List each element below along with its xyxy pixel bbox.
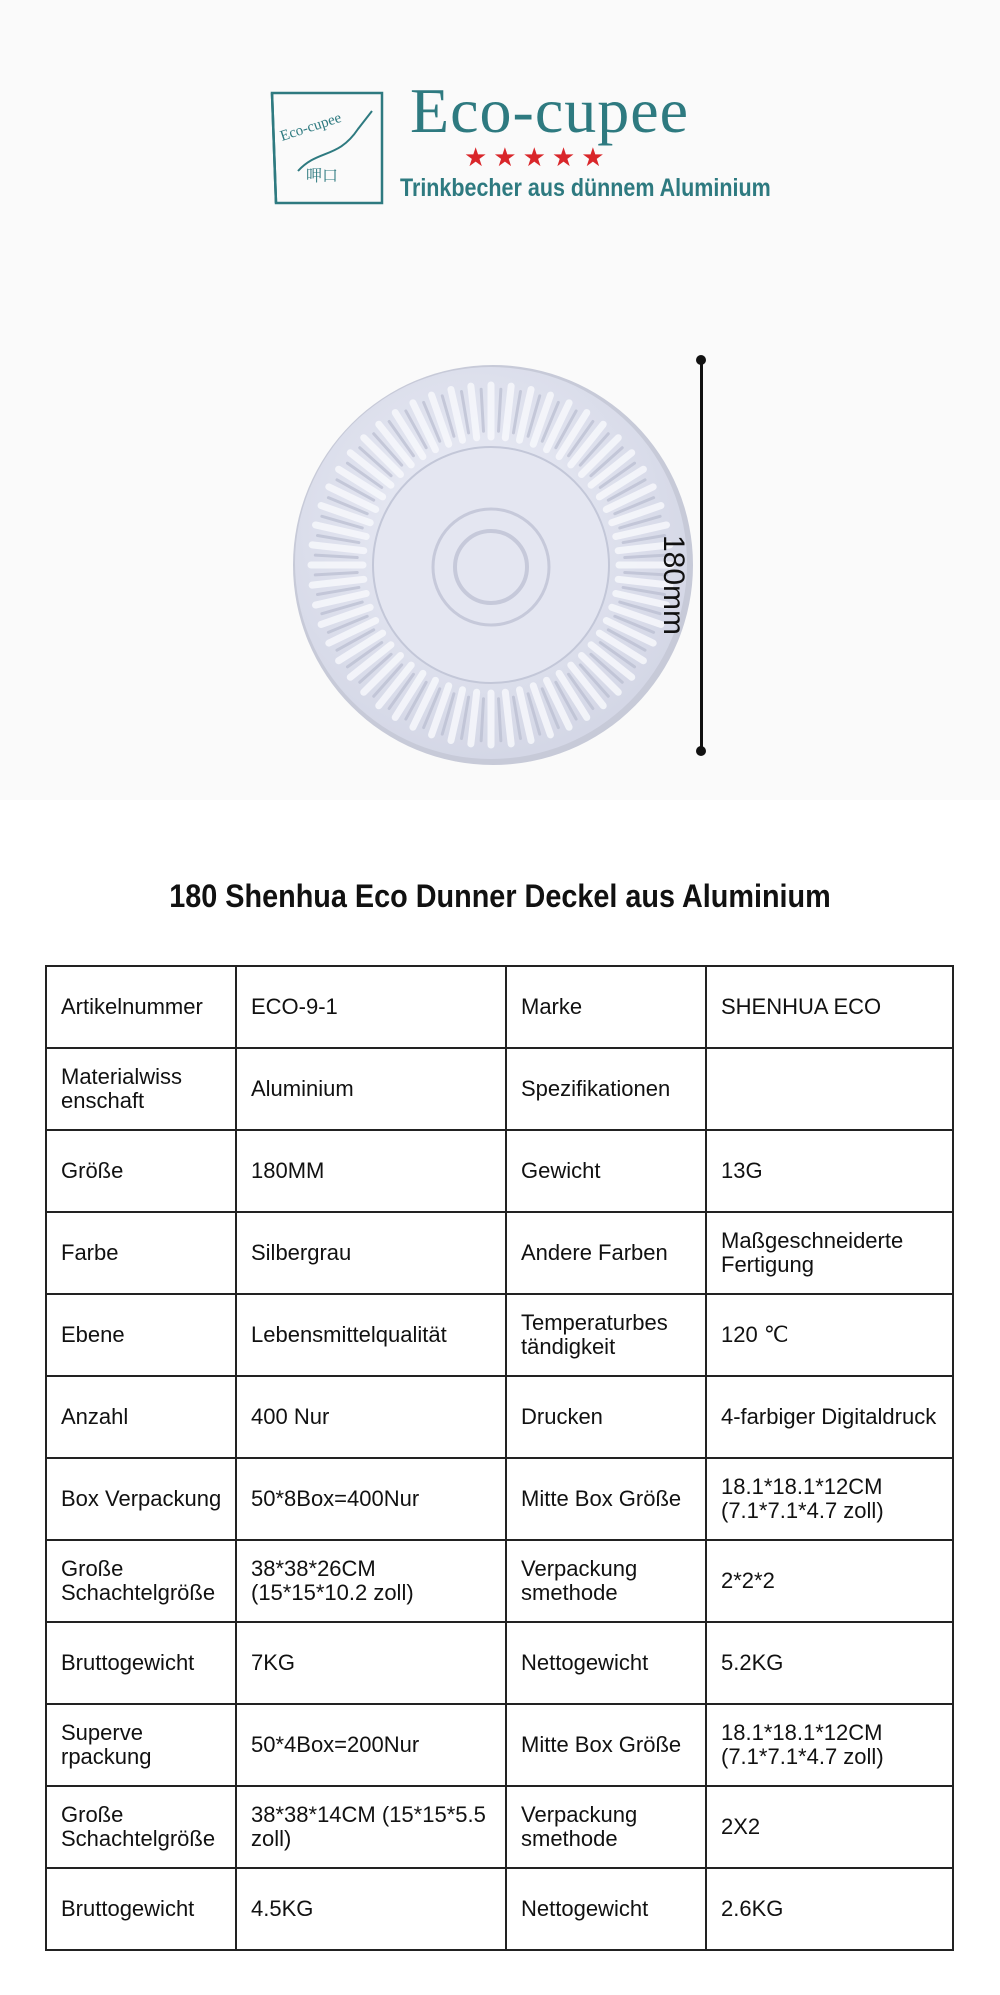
spec-value-cell: 4.5KG <box>236 1868 506 1950</box>
brand-tagline: Trinkbecher aus dünnem Aluminium <box>400 174 771 202</box>
spec-label-cell: Größe <box>46 1130 236 1212</box>
aluminium-lid-image <box>283 355 703 775</box>
spec-value-cell: 2.6KG <box>706 1868 953 1950</box>
brand-logo <box>268 75 788 216</box>
spec-value-cell: 50*4Box=200Nur <box>236 1704 506 1786</box>
spec-value-cell: 18.1*18.1*12CM (7.1*7.1*4.7 zoll) <box>706 1458 953 1540</box>
spec-label-cell: Andere Farben <box>506 1212 706 1294</box>
table-row <box>46 1704 953 1786</box>
spec-value-cell: Silbergrau <box>236 1212 506 1294</box>
table-row <box>46 1130 953 1212</box>
spec-value-cell: 5.2KG <box>706 1622 953 1704</box>
spec-label-cell: Nettogewicht <box>506 1622 706 1704</box>
spec-value-cell: 400 Nur <box>236 1376 506 1458</box>
spec-label-cell: Bruttogewicht <box>46 1622 236 1704</box>
spec-value-cell: SHENHUA ECO <box>706 966 953 1048</box>
spec-label-cell: Mitte Box Größe <box>506 1458 706 1540</box>
dimension-line <box>700 356 703 753</box>
spec-value-cell: Aluminium <box>236 1048 506 1130</box>
spec-label-cell: Anzahl <box>46 1376 236 1458</box>
spec-label-cell: Box Verpackung <box>46 1458 236 1540</box>
rating-stars: ★★★★★ <box>464 142 611 172</box>
spec-label-cell: Gewicht <box>506 1130 706 1212</box>
spec-value-cell: 18.1*18.1*12CM (7.1*7.1*4.7 zoll) <box>706 1704 953 1786</box>
spec-label-cell: Nettogewicht <box>506 1868 706 1950</box>
spec-value-cell: Maßgeschneiderte Fertigung <box>706 1212 953 1294</box>
spec-value-cell: 180MM <box>236 1130 506 1212</box>
spec-label-cell: Farbe <box>46 1212 236 1294</box>
dimension-endpoint-bottom <box>696 746 706 756</box>
table-row <box>46 1376 953 1458</box>
spec-label-cell: Mitte Box Größe <box>506 1704 706 1786</box>
spec-value-cell: Lebensmittelqualität <box>236 1294 506 1376</box>
spec-value-cell: 13G <box>706 1130 953 1212</box>
spec-label-cell: Drucken <box>506 1376 706 1458</box>
logo-box-text: Eco-cupee <box>278 110 344 145</box>
spec-value-cell: 2*2*2 <box>706 1540 953 1622</box>
table-row <box>46 1622 953 1704</box>
table-row <box>46 1048 953 1130</box>
spec-label-cell: Marke <box>506 966 706 1048</box>
spec-label-cell: Große Schachtelgröße <box>46 1540 236 1622</box>
spec-label-cell: Materialwiss enschaft <box>46 1048 236 1130</box>
spec-value-cell: 7KG <box>236 1622 506 1704</box>
logo-box-subtext: 呷口 <box>306 166 339 185</box>
table-row <box>46 1212 953 1294</box>
spec-label-cell: Ebene <box>46 1294 236 1376</box>
spec-value-cell: 2X2 <box>706 1786 953 1868</box>
spec-value-cell: 4-farbiger Digitaldruck <box>706 1376 953 1458</box>
table-row <box>46 1868 953 1950</box>
spec-value-cell: 120 ℃ <box>706 1294 953 1376</box>
spec-table <box>45 965 954 1951</box>
table-row <box>46 1786 953 1868</box>
dimension-endpoint-top <box>696 355 706 365</box>
spec-label-cell: Große Schachtelgröße <box>46 1786 236 1868</box>
table-row <box>46 1540 953 1622</box>
cup-logo-icon <box>268 89 386 207</box>
product-title: 180 Shenhua Eco Dunner Deckel aus Aluminium <box>169 878 831 914</box>
spec-value-cell: 38*38*26CM (15*15*10.2 zoll) <box>236 1540 506 1622</box>
lid-inner-ring <box>373 447 609 683</box>
spec-value-cell: ECO-9-1 <box>236 966 506 1048</box>
dimension-label: 180mm <box>657 535 690 636</box>
spec-value-cell: 50*8Box=400Nur <box>236 1458 506 1540</box>
spec-label-cell: Spezifikationen <box>506 1048 706 1130</box>
spec-label-cell: Superve rpackung <box>46 1704 236 1786</box>
spec-label-cell: Bruttogewicht <box>46 1868 236 1950</box>
brand-name: Eco-cupee <box>410 75 690 146</box>
table-row <box>46 1294 953 1376</box>
spec-value-cell: 38*38*14CM (15*15*5.5 zoll) <box>236 1786 506 1868</box>
spec-label-cell: Artikelnummer <box>46 966 236 1048</box>
spec-label-cell: Verpackung smethode <box>506 1786 706 1868</box>
table-row <box>46 1458 953 1540</box>
spec-label-cell: Verpackung smethode <box>506 1540 706 1622</box>
spec-label-cell: Temperaturbes tändigkeit <box>506 1294 706 1376</box>
table-row <box>46 966 953 1048</box>
spec-value-cell <box>706 1048 953 1130</box>
